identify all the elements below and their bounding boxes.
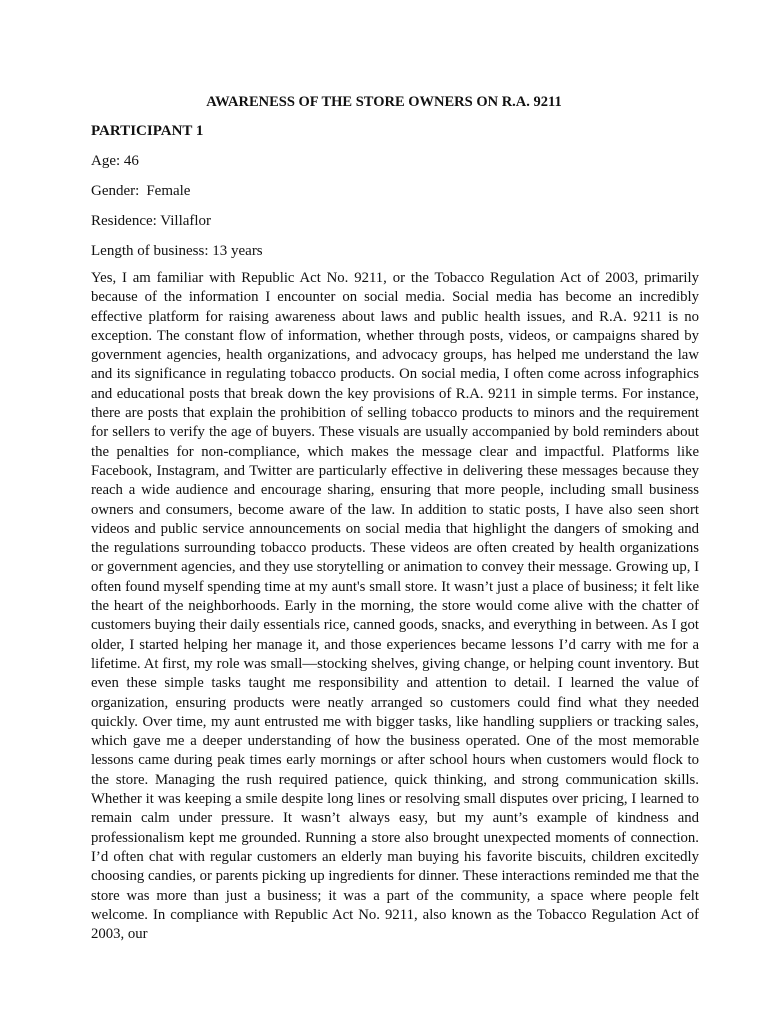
age-value: 46 bbox=[123, 153, 139, 169]
gender-label: Gender: bbox=[91, 183, 140, 199]
gender-value: Female bbox=[146, 183, 191, 199]
residence-label: Residence: bbox=[91, 213, 157, 229]
length-of-business-line bbox=[91, 241, 263, 261]
age-line bbox=[91, 151, 139, 171]
residence-value: Villaflor bbox=[160, 213, 212, 229]
length-label: Length of business: bbox=[91, 243, 209, 259]
interview-response-paragraph: Yes, I am familiar with Republic Act No. 9211, or the Tobacco Regulation Act of 2003, primarily because of the information I encounter on social media. Social media has become an incredibly effective platform for raising awareness about laws and public health issues, and R.A. 9211 is no exception. The constant flow of information, whether through posts, videos, or campaigns shared by government agencies, health organizations, and advocacy groups, has helped me understand the law and its significance in regulating tobacco products. On social media, I often come across infographics and educational posts that break down the key provisions of R.A. 9211 in simple terms. For instance, there are posts that explain the prohibition of selling tobacco products to minors and the requirement for sellers to verify the age of buyers. These visuals are usually accompanied by bold reminders about the penalties for non-compliance, which makes the message clear and impactful. Platforms like Facebook, Instagram, and Twitter are particularly effective in delivering these messages because they reach a wide audience and encourage sharing, ensuring that more people, including small business owners and consumers, become aware of the law. In addition to static posts, I have also seen short videos and public service announcements on social media that highlight the dangers of smoking and the regulations surrounding tobacco products. These videos are often created by health organizations or government agencies, and they use storytelling or animation to convey their message. Growing up, I often found myself spending time at my aunt's small store. It wasn’t just a place of business; it felt like the heart of the neighborhoods. Early in the morning, the store would come alive with the chatter of customers buying their daily essentials rice, canned goods, snacks, and everything in between. As I got older, I started helping her manage it, and those experiences became lessons I’d carry with me for a lifetime. At first, my role was small—stocking shelves, giving change, or helping count inventory. But even these simple tasks taught me responsibility and attention to detail. I learned the value of organization, ensuring products were neatly arranged so customers could find what they needed quickly. Over time, my aunt entrusted me with bigger tasks, like handling suppliers or tracking sales, which gave me a deeper understanding of how the business operated. One of the most memorable lessons came during peak times early mornings or after school hours when customers would flock to the store. Managing the rush required patience, quick thinking, and strong communication skills. Whether it was keeping a smile despite long lines or resolving small disputes over pricing, I learned to remain calm under pressure. It wasn’t always easy, but my aunt’s example of kindness and professionalism kept me grounded. Running a store also brought unexpected moments of connection. I’d often chat with regular customers an elderly man buying his favorite biscuits, children excitedly choosing candies, or parents picking up ingredients for dinner. These interactions reminded me that the store was more than just a business; it was a part of the community, a space where people felt welcome. In compliance with Republic Act No. 9211, also known as the Tobacco Regulation Act of 2003, our bbox=[91, 270, 699, 943]
gender-line bbox=[91, 181, 190, 201]
document-title: AWARENESS OF THE STORE OWNERS ON R.A. 9211 bbox=[206, 94, 562, 110]
residence-line bbox=[91, 211, 211, 231]
age-label: Age: bbox=[91, 153, 121, 169]
participant-heading: PARTICIPANT 1 bbox=[91, 123, 204, 139]
length-value: 13 years bbox=[212, 243, 263, 259]
